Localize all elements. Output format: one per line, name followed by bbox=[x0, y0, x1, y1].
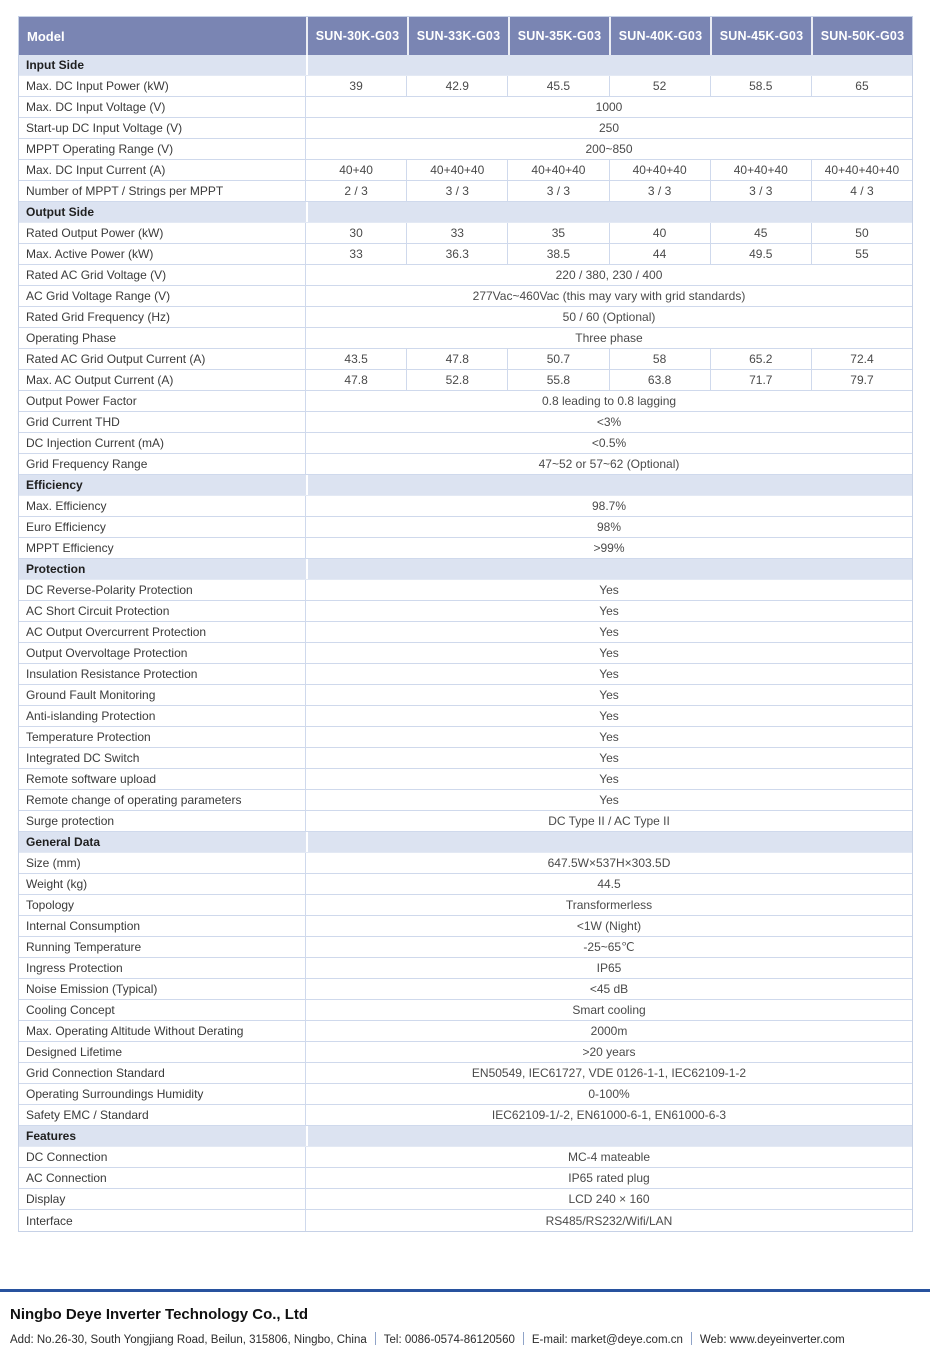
column-header: SUN-30K-G03 bbox=[306, 17, 407, 55]
spec-row bbox=[19, 496, 912, 517]
table-header-row bbox=[19, 17, 912, 55]
spec-row-label: Running Temperature bbox=[19, 937, 306, 957]
spec-row bbox=[19, 769, 912, 790]
section-title: Features bbox=[19, 1126, 306, 1146]
spec-row-label: MPPT Operating Range (V) bbox=[19, 139, 306, 159]
spec-value-merged: 250 bbox=[598, 121, 620, 135]
spec-row-label: Remote software upload bbox=[19, 769, 306, 789]
spec-row-label: Output Power Factor bbox=[19, 391, 306, 411]
spec-value-cell: 52 bbox=[609, 76, 710, 96]
spec-row bbox=[19, 244, 912, 265]
spec-value-cell: 71.7 bbox=[710, 370, 811, 390]
spec-row bbox=[19, 685, 912, 706]
spec-value-cell: 40 bbox=[609, 223, 710, 243]
spec-value-cell: 72.4 bbox=[811, 349, 912, 369]
spec-value-merged: 220 / 380, 230 / 400 bbox=[555, 268, 663, 282]
spec-row bbox=[19, 1000, 912, 1021]
spec-row bbox=[19, 790, 912, 811]
spec-value-merged: IEC62109-1/-2, EN61000-6-1, EN61000-6-3 bbox=[491, 1108, 727, 1122]
spec-value-cell: 3 / 3 bbox=[609, 181, 710, 201]
spec-row-values bbox=[306, 160, 912, 180]
spec-row-label: MPPT Efficiency bbox=[19, 538, 306, 558]
spec-row-label: Rated Grid Frequency (Hz) bbox=[19, 307, 306, 327]
spec-row-label: AC Connection bbox=[19, 1168, 306, 1188]
spec-row-label: Rated Output Power (kW) bbox=[19, 223, 306, 243]
spec-value-merged: 0.8 leading to 0.8 lagging bbox=[541, 394, 677, 408]
spec-row-label: Rated AC Grid Voltage (V) bbox=[19, 265, 306, 285]
spec-row bbox=[19, 580, 912, 601]
spec-row-label: Interface bbox=[19, 1210, 306, 1231]
spec-value-cell: 55.8 bbox=[507, 370, 608, 390]
spec-value-cell: 45 bbox=[710, 223, 811, 243]
spec-row bbox=[19, 160, 912, 181]
section-header-fill bbox=[306, 1126, 912, 1146]
spec-value-merged: Yes bbox=[599, 604, 619, 618]
spec-row-label: Size (mm) bbox=[19, 853, 306, 873]
spec-value-cell: 4 / 3 bbox=[811, 181, 912, 201]
spec-value-cell: 40+40+40 bbox=[710, 160, 811, 180]
footer-email: E-mail: market@deye.com.cn bbox=[531, 1334, 683, 1346]
spec-value-cell: 40+40 bbox=[339, 163, 373, 177]
spec-value-merged: 277Vac~460Vac (this may vary with grid standards) bbox=[472, 289, 746, 303]
spec-value-merged: LCD 240 × 160 bbox=[568, 1192, 650, 1206]
spec-value-merged: Yes bbox=[599, 751, 619, 765]
spec-row bbox=[19, 391, 912, 412]
section-header-row bbox=[19, 559, 912, 580]
spec-row-label: Anti-islanding Protection bbox=[19, 706, 306, 726]
spec-row-label: Surge protection bbox=[19, 811, 306, 831]
spec-row-label: Output Overvoltage Protection bbox=[19, 643, 306, 663]
spec-row bbox=[19, 286, 912, 307]
spec-value-cell: 40+40+40 bbox=[406, 160, 507, 180]
spec-row-label: Weight (kg) bbox=[19, 874, 306, 894]
spec-row bbox=[19, 118, 912, 139]
spec-row bbox=[19, 349, 912, 370]
spec-value-cell: 49.5 bbox=[710, 244, 811, 264]
table-body bbox=[19, 55, 912, 1231]
spec-value-merged: Yes bbox=[599, 709, 619, 723]
spec-row bbox=[19, 1021, 912, 1042]
spec-row-label: Ground Fault Monitoring bbox=[19, 685, 306, 705]
spec-row bbox=[19, 1147, 912, 1168]
spec-row-label: Safety EMC / Standard bbox=[19, 1105, 306, 1125]
spec-value-cell: 79.7 bbox=[811, 370, 912, 390]
section-header-row bbox=[19, 202, 912, 223]
spec-value-cell: 50.7 bbox=[507, 349, 608, 369]
spec-value-merged: <1W (Night) bbox=[576, 919, 642, 933]
spec-row bbox=[19, 76, 912, 97]
spec-row bbox=[19, 1168, 912, 1189]
spec-value-merged: <45 dB bbox=[589, 982, 629, 996]
spec-value-cell: 58 bbox=[609, 349, 710, 369]
spec-row-label: Ingress Protection bbox=[19, 958, 306, 978]
spec-row-label: Max. Operating Altitude Without Derating bbox=[19, 1021, 306, 1041]
spec-value-merged: IP65 rated plug bbox=[568, 1171, 650, 1185]
spec-value-merged: Smart cooling bbox=[572, 1003, 646, 1017]
spec-row bbox=[19, 517, 912, 538]
separator bbox=[523, 1332, 524, 1345]
section-title: Output Side bbox=[19, 202, 306, 222]
spec-row-label: DC Connection bbox=[19, 1147, 306, 1167]
spec-row bbox=[19, 370, 912, 391]
footer-company-name: Ningbo Deye Inverter Technology Co., Ltd bbox=[10, 1306, 309, 1323]
spec-row bbox=[19, 412, 912, 433]
spec-row-label: Euro Efficiency bbox=[19, 517, 306, 537]
spec-value-merged: 1000 bbox=[595, 100, 623, 114]
spec-value-cell: 65.2 bbox=[710, 349, 811, 369]
spec-value-cell: 39 bbox=[349, 79, 363, 93]
spec-row bbox=[19, 1210, 912, 1231]
column-header: SUN-40K-G03 bbox=[609, 17, 710, 55]
spec-row bbox=[19, 895, 912, 916]
spec-row-label: Cooling Concept bbox=[19, 1000, 306, 1020]
spec-row bbox=[19, 433, 912, 454]
spec-row bbox=[19, 727, 912, 748]
section-title: General Data bbox=[19, 832, 306, 852]
spec-row-label: Noise Emission (Typical) bbox=[19, 979, 306, 999]
section-header-row bbox=[19, 475, 912, 496]
spec-value-merged: 47~52 or 57~62 (Optional) bbox=[538, 457, 680, 471]
column-header: SUN-50K-G03 bbox=[811, 17, 912, 55]
footer-web: Web: www.deyeinverter.com bbox=[699, 1334, 845, 1346]
spec-row bbox=[19, 538, 912, 559]
spec-row bbox=[19, 1042, 912, 1063]
spec-row-label: Grid Current THD bbox=[19, 412, 306, 432]
spec-row-label: Operating Phase bbox=[19, 328, 306, 348]
spec-value-merged: Yes bbox=[599, 667, 619, 681]
spec-row bbox=[19, 265, 912, 286]
spec-value-cell: 33 bbox=[349, 247, 363, 261]
section-header-row bbox=[19, 832, 912, 853]
spec-value-merged: Yes bbox=[599, 625, 619, 639]
spec-value-merged: Yes bbox=[599, 772, 619, 786]
section-header-fill bbox=[306, 559, 912, 579]
spec-row-label: Insulation Resistance Protection bbox=[19, 664, 306, 684]
spec-row bbox=[19, 328, 912, 349]
spec-row bbox=[19, 643, 912, 664]
spec-value-cell: 30 bbox=[349, 226, 363, 240]
section-header-fill bbox=[306, 475, 912, 495]
footer-tel: Tel: 0086-0574-86120560 bbox=[383, 1334, 515, 1346]
footer-address: Add: No.26-30, South Yongjiang Road, Beilun, 315806, Ningbo, China bbox=[10, 1334, 367, 1346]
spec-row bbox=[19, 622, 912, 643]
spec-value-merged: Yes bbox=[599, 793, 619, 807]
spec-value-cell: 38.5 bbox=[507, 244, 608, 264]
spec-row bbox=[19, 853, 912, 874]
spec-row-label: Max. Efficiency bbox=[19, 496, 306, 516]
spec-row-label: AC Grid Voltage Range (V) bbox=[19, 286, 306, 306]
spec-row bbox=[19, 811, 912, 832]
spec-value-cell: 47.8 bbox=[406, 349, 507, 369]
footer-divider-rule bbox=[0, 1289, 930, 1292]
spec-row bbox=[19, 1105, 912, 1126]
spec-value-merged: RS485/RS232/Wifi/LAN bbox=[545, 1213, 673, 1228]
spec-value-merged: 2000m bbox=[590, 1024, 628, 1038]
spec-row bbox=[19, 1084, 912, 1105]
spec-value-merged: 50 / 60 (Optional) bbox=[562, 310, 656, 324]
spec-value-cell: 40+40+40+40 bbox=[811, 160, 912, 180]
section-header-row bbox=[19, 55, 912, 76]
spec-row-label: Internal Consumption bbox=[19, 916, 306, 936]
spec-row-label: Max. AC Output Current (A) bbox=[19, 370, 306, 390]
spec-row-label: Max. DC Input Current (A) bbox=[19, 160, 306, 180]
spec-row bbox=[19, 307, 912, 328]
spec-value-merged: <0.5% bbox=[591, 436, 627, 450]
spec-value-merged: DC Type II / AC Type II bbox=[548, 814, 670, 828]
spec-value-cell: 36.3 bbox=[406, 244, 507, 264]
spec-row bbox=[19, 748, 912, 769]
spec-row-label: Rated AC Grid Output Current (A) bbox=[19, 349, 306, 369]
spec-value-merged: >20 years bbox=[582, 1045, 636, 1059]
spec-value-cell: 40+40+40 bbox=[609, 160, 710, 180]
spec-table bbox=[18, 16, 913, 1232]
spec-row-label: Max. Active Power (kW) bbox=[19, 244, 306, 264]
spec-value-cell: 58.5 bbox=[710, 76, 811, 96]
spec-value-cell: 3 / 3 bbox=[406, 181, 507, 201]
spec-value-cell: 33 bbox=[406, 223, 507, 243]
spec-row bbox=[19, 979, 912, 1000]
spec-value-merged: 98% bbox=[596, 520, 622, 534]
spec-row-label: DC Reverse-Polarity Protection bbox=[19, 580, 306, 600]
section-header-fill bbox=[306, 202, 912, 222]
spec-row bbox=[19, 139, 912, 160]
spec-value-cell: 55 bbox=[811, 244, 912, 264]
section-title: Protection bbox=[19, 559, 306, 579]
spec-value-merged: Yes bbox=[599, 688, 619, 702]
spec-row-label: Designed Lifetime bbox=[19, 1042, 306, 1062]
model-header-cell: Model bbox=[27, 28, 65, 44]
spec-value-merged: Transformerless bbox=[565, 898, 653, 912]
section-header-fill bbox=[306, 55, 912, 75]
spec-value-merged: >99% bbox=[593, 541, 625, 555]
spec-row-label: Topology bbox=[19, 895, 306, 915]
spec-row-values bbox=[306, 370, 912, 390]
separator bbox=[375, 1332, 376, 1345]
spec-value-cell: 35 bbox=[507, 223, 608, 243]
spec-value-merged: -25~65℃ bbox=[583, 940, 635, 954]
spec-row-values bbox=[306, 244, 912, 264]
spec-row-label: Grid Connection Standard bbox=[19, 1063, 306, 1083]
spec-value-merged: 200~850 bbox=[585, 142, 633, 156]
spec-row bbox=[19, 601, 912, 622]
spec-row-label: Grid Frequency Range bbox=[19, 454, 306, 474]
spec-row-label: Remote change of operating parameters bbox=[19, 790, 306, 810]
spec-value-cell: 43.5 bbox=[344, 352, 368, 366]
column-header: SUN-35K-G03 bbox=[508, 17, 609, 55]
spec-value-merged: <3% bbox=[596, 415, 622, 429]
spec-row-values bbox=[306, 223, 912, 243]
spec-value-merged: Three phase bbox=[575, 331, 643, 345]
spec-value-merged: 647.5W×537H×303.5D bbox=[547, 856, 671, 870]
spec-value-cell: 45.5 bbox=[507, 76, 608, 96]
spec-value-merged: MC-4 mateable bbox=[567, 1150, 651, 1164]
column-header: SUN-45K-G03 bbox=[710, 17, 811, 55]
spec-row bbox=[19, 937, 912, 958]
spec-row-label: Integrated DC Switch bbox=[19, 748, 306, 768]
spec-row bbox=[19, 706, 912, 727]
spec-row bbox=[19, 181, 912, 202]
section-header-row bbox=[19, 1126, 912, 1147]
section-header-fill bbox=[306, 832, 912, 852]
spec-row bbox=[19, 454, 912, 475]
spec-value-cell: 2 / 3 bbox=[344, 184, 368, 198]
spec-value-cell: 40+40+40 bbox=[507, 160, 608, 180]
separator bbox=[691, 1332, 692, 1345]
spec-value-merged: 44.5 bbox=[597, 877, 621, 891]
spec-value-merged: Yes bbox=[599, 646, 619, 660]
spec-value-merged: Yes bbox=[599, 730, 619, 744]
spec-row-values bbox=[306, 181, 912, 201]
spec-value-cell: 50 bbox=[811, 223, 912, 243]
spec-value-cell: 3 / 3 bbox=[507, 181, 608, 201]
spec-row-values bbox=[306, 76, 912, 96]
spec-value-merged: Yes bbox=[599, 583, 619, 597]
spec-row bbox=[19, 916, 912, 937]
spec-row-label: DC Injection Current (mA) bbox=[19, 433, 306, 453]
spec-value-merged: 0-100% bbox=[588, 1087, 630, 1101]
spec-value-cell: 63.8 bbox=[609, 370, 710, 390]
spec-row bbox=[19, 223, 912, 244]
spec-value-merged: EN50549, IEC61727, VDE 0126-1-1, IEC62109-1-2 bbox=[471, 1066, 747, 1080]
spec-row-label: Start-up DC Input Voltage (V) bbox=[19, 118, 306, 138]
spec-value-merged: IP65 bbox=[596, 961, 622, 975]
spec-row-label: Max. DC Input Power (kW) bbox=[19, 76, 306, 96]
footer-contact-line bbox=[10, 1332, 922, 1346]
spec-row bbox=[19, 958, 912, 979]
spec-value-cell: 52.8 bbox=[406, 370, 507, 390]
spec-row-label: Number of MPPT / Strings per MPPT bbox=[19, 181, 306, 201]
spec-value-cell: 44 bbox=[609, 244, 710, 264]
spec-value-cell: 42.9 bbox=[406, 76, 507, 96]
spec-row-values bbox=[306, 349, 912, 369]
spec-row bbox=[19, 1189, 912, 1210]
section-title: Efficiency bbox=[19, 475, 306, 495]
spec-row bbox=[19, 664, 912, 685]
spec-value-merged: 98.7% bbox=[591, 499, 627, 513]
spec-value-cell: 65 bbox=[811, 76, 912, 96]
spec-row-label: AC Output Overcurrent Protection bbox=[19, 622, 306, 642]
spec-row-label: Max. DC Input Voltage (V) bbox=[19, 97, 306, 117]
spec-row-label: Display bbox=[19, 1189, 306, 1209]
spec-row-label: Temperature Protection bbox=[19, 727, 306, 747]
column-header: SUN-33K-G03 bbox=[407, 17, 508, 55]
section-title: Input Side bbox=[19, 55, 306, 75]
spec-row-label: AC Short Circuit Protection bbox=[19, 601, 306, 621]
spec-row bbox=[19, 874, 912, 895]
spec-row bbox=[19, 97, 912, 118]
spec-value-cell: 47.8 bbox=[344, 373, 368, 387]
spec-row-label: Operating Surroundings Humidity bbox=[19, 1084, 306, 1104]
spec-value-cell: 3 / 3 bbox=[710, 181, 811, 201]
spec-row bbox=[19, 1063, 912, 1084]
